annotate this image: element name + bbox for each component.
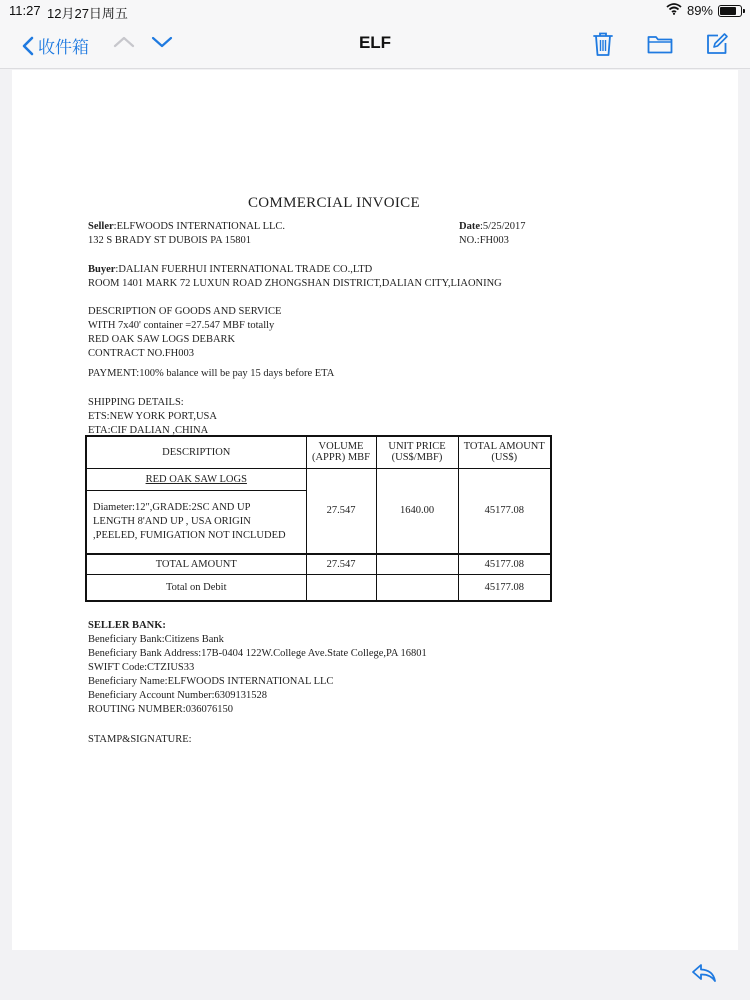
- item-unit-price: 1640.00: [376, 468, 458, 554]
- move-to-folder-button[interactable]: [647, 34, 673, 59]
- table-header-volume: VOLUME (APPR) MBF: [306, 436, 376, 468]
- message-title: ELF: [358, 33, 392, 52]
- reply-button[interactable]: [690, 962, 718, 989]
- goods-description-line: RED OAK SAW LOGS DEBARK: [88, 334, 236, 345]
- debit-unit-price: [376, 574, 458, 601]
- item-specification: Diameter:12",GRADE:2SC AND UP LENGTH 8'AND UP , USA ORIGIN ,PEELED, FUMIGATION NOT INCLUDED: [86, 490, 306, 554]
- goods-description-line: CONTRACT NO.FH003: [88, 348, 194, 359]
- chevron-left-icon: [22, 36, 34, 56]
- buyer-line: Buyer:DALIAN FUERHUI INTERNATIONAL TRADE CO.,LTD: [88, 264, 373, 275]
- goods-description-line: WITH 7x40' container =27.547 MBF totally: [88, 320, 275, 331]
- compose-button[interactable]: [705, 32, 729, 61]
- back-label: 收件箱: [38, 38, 89, 57]
- battery-percent: 89%: [686, 3, 713, 18]
- invoice-title: COMMERCIAL INVOICE: [248, 195, 420, 211]
- previous-message-button[interactable]: [112, 34, 136, 55]
- total-row-volume: 27.547: [306, 554, 376, 574]
- total-row-unit-price: [376, 554, 458, 574]
- table-header-total-amount: TOTAL AMOUNT (US$): [458, 436, 551, 468]
- status-right: [666, 3, 742, 18]
- invoice-attachment-page: [12, 70, 738, 950]
- invoice-table: [85, 435, 552, 602]
- status-bar: [0, 0, 750, 22]
- table-header-description: DESCRIPTION: [86, 436, 306, 468]
- bank-line: Beneficiary Bank Address:17B-0404 122W.College Ave.State College,PA 16801: [88, 648, 427, 659]
- status-time: 11:27: [9, 3, 41, 18]
- shipping-line: ETA:CIF DALIAN ,CHINA: [88, 425, 209, 435]
- shipping-line: ETS:NEW YORK PORT,USA: [88, 411, 217, 422]
- debit-label: Total on Debit: [86, 574, 306, 601]
- status-date: 12月27日周五: [47, 6, 128, 21]
- payment-terms: PAYMENT:100% balance will be pay 15 days before ETA: [88, 368, 335, 379]
- debit-amount: 45177.08: [458, 574, 551, 601]
- shipping-line: SHIPPING DETAILS:: [88, 397, 184, 408]
- invoice-date: Date:5/25/2017: [459, 221, 526, 232]
- buyer-address: ROOM 1401 MARK 72 LUXUN ROAD ZHONGSHAN DISTRICT,DALIAN CITY,LIAONING: [88, 278, 502, 289]
- stamp-signature-label: STAMP&SIGNATURE:: [88, 734, 192, 745]
- compose-icon: [705, 32, 729, 56]
- folder-icon: [647, 34, 673, 54]
- reply-icon: [690, 962, 718, 984]
- debit-volume: [306, 574, 376, 601]
- chevron-down-icon: [150, 34, 174, 50]
- bank-line: ROUTING NUMBER:036076150: [88, 704, 233, 715]
- bottom-toolbar: [0, 950, 750, 1000]
- mail-navigation-bar: [0, 22, 750, 69]
- item-name: RED OAK SAW LOGS: [86, 468, 306, 490]
- invoice-number: NO.:FH003: [459, 235, 509, 246]
- seller-address: 132 S BRADY ST DUBOIS PA 15801: [88, 235, 251, 246]
- item-volume: 27.547: [306, 468, 376, 554]
- total-row-label: TOTAL AMOUNT: [86, 554, 306, 574]
- trash-icon: [592, 31, 614, 57]
- goods-description-line: DESCRIPTION OF GOODS AND SERVICE: [88, 306, 282, 317]
- item-total: 45177.08: [458, 468, 551, 554]
- trash-button[interactable]: [592, 31, 614, 62]
- bank-line: SWIFT Code:CTZIUS33: [88, 662, 195, 673]
- battery-icon: [718, 5, 742, 17]
- bank-line: Beneficiary Name:ELFWOODS INTERNATIONAL LLC: [88, 676, 334, 687]
- bank-line: Beneficiary Bank:Citizens Bank: [88, 634, 224, 645]
- chevron-up-icon: [112, 34, 136, 50]
- next-message-button[interactable]: [150, 34, 174, 55]
- seller-line: Seller:ELFWOODS INTERNATIONAL LLC.: [88, 221, 286, 232]
- table-header-unit-price: UNIT PRICE (US$/MBF): [376, 436, 458, 468]
- total-row-amount: 45177.08: [458, 554, 551, 574]
- bank-line: Beneficiary Account Number:6309131528: [88, 690, 268, 701]
- seller-bank-title: SELLER BANK:: [88, 620, 166, 631]
- back-to-inbox-button[interactable]: [22, 33, 89, 58]
- wifi-icon: [666, 3, 682, 18]
